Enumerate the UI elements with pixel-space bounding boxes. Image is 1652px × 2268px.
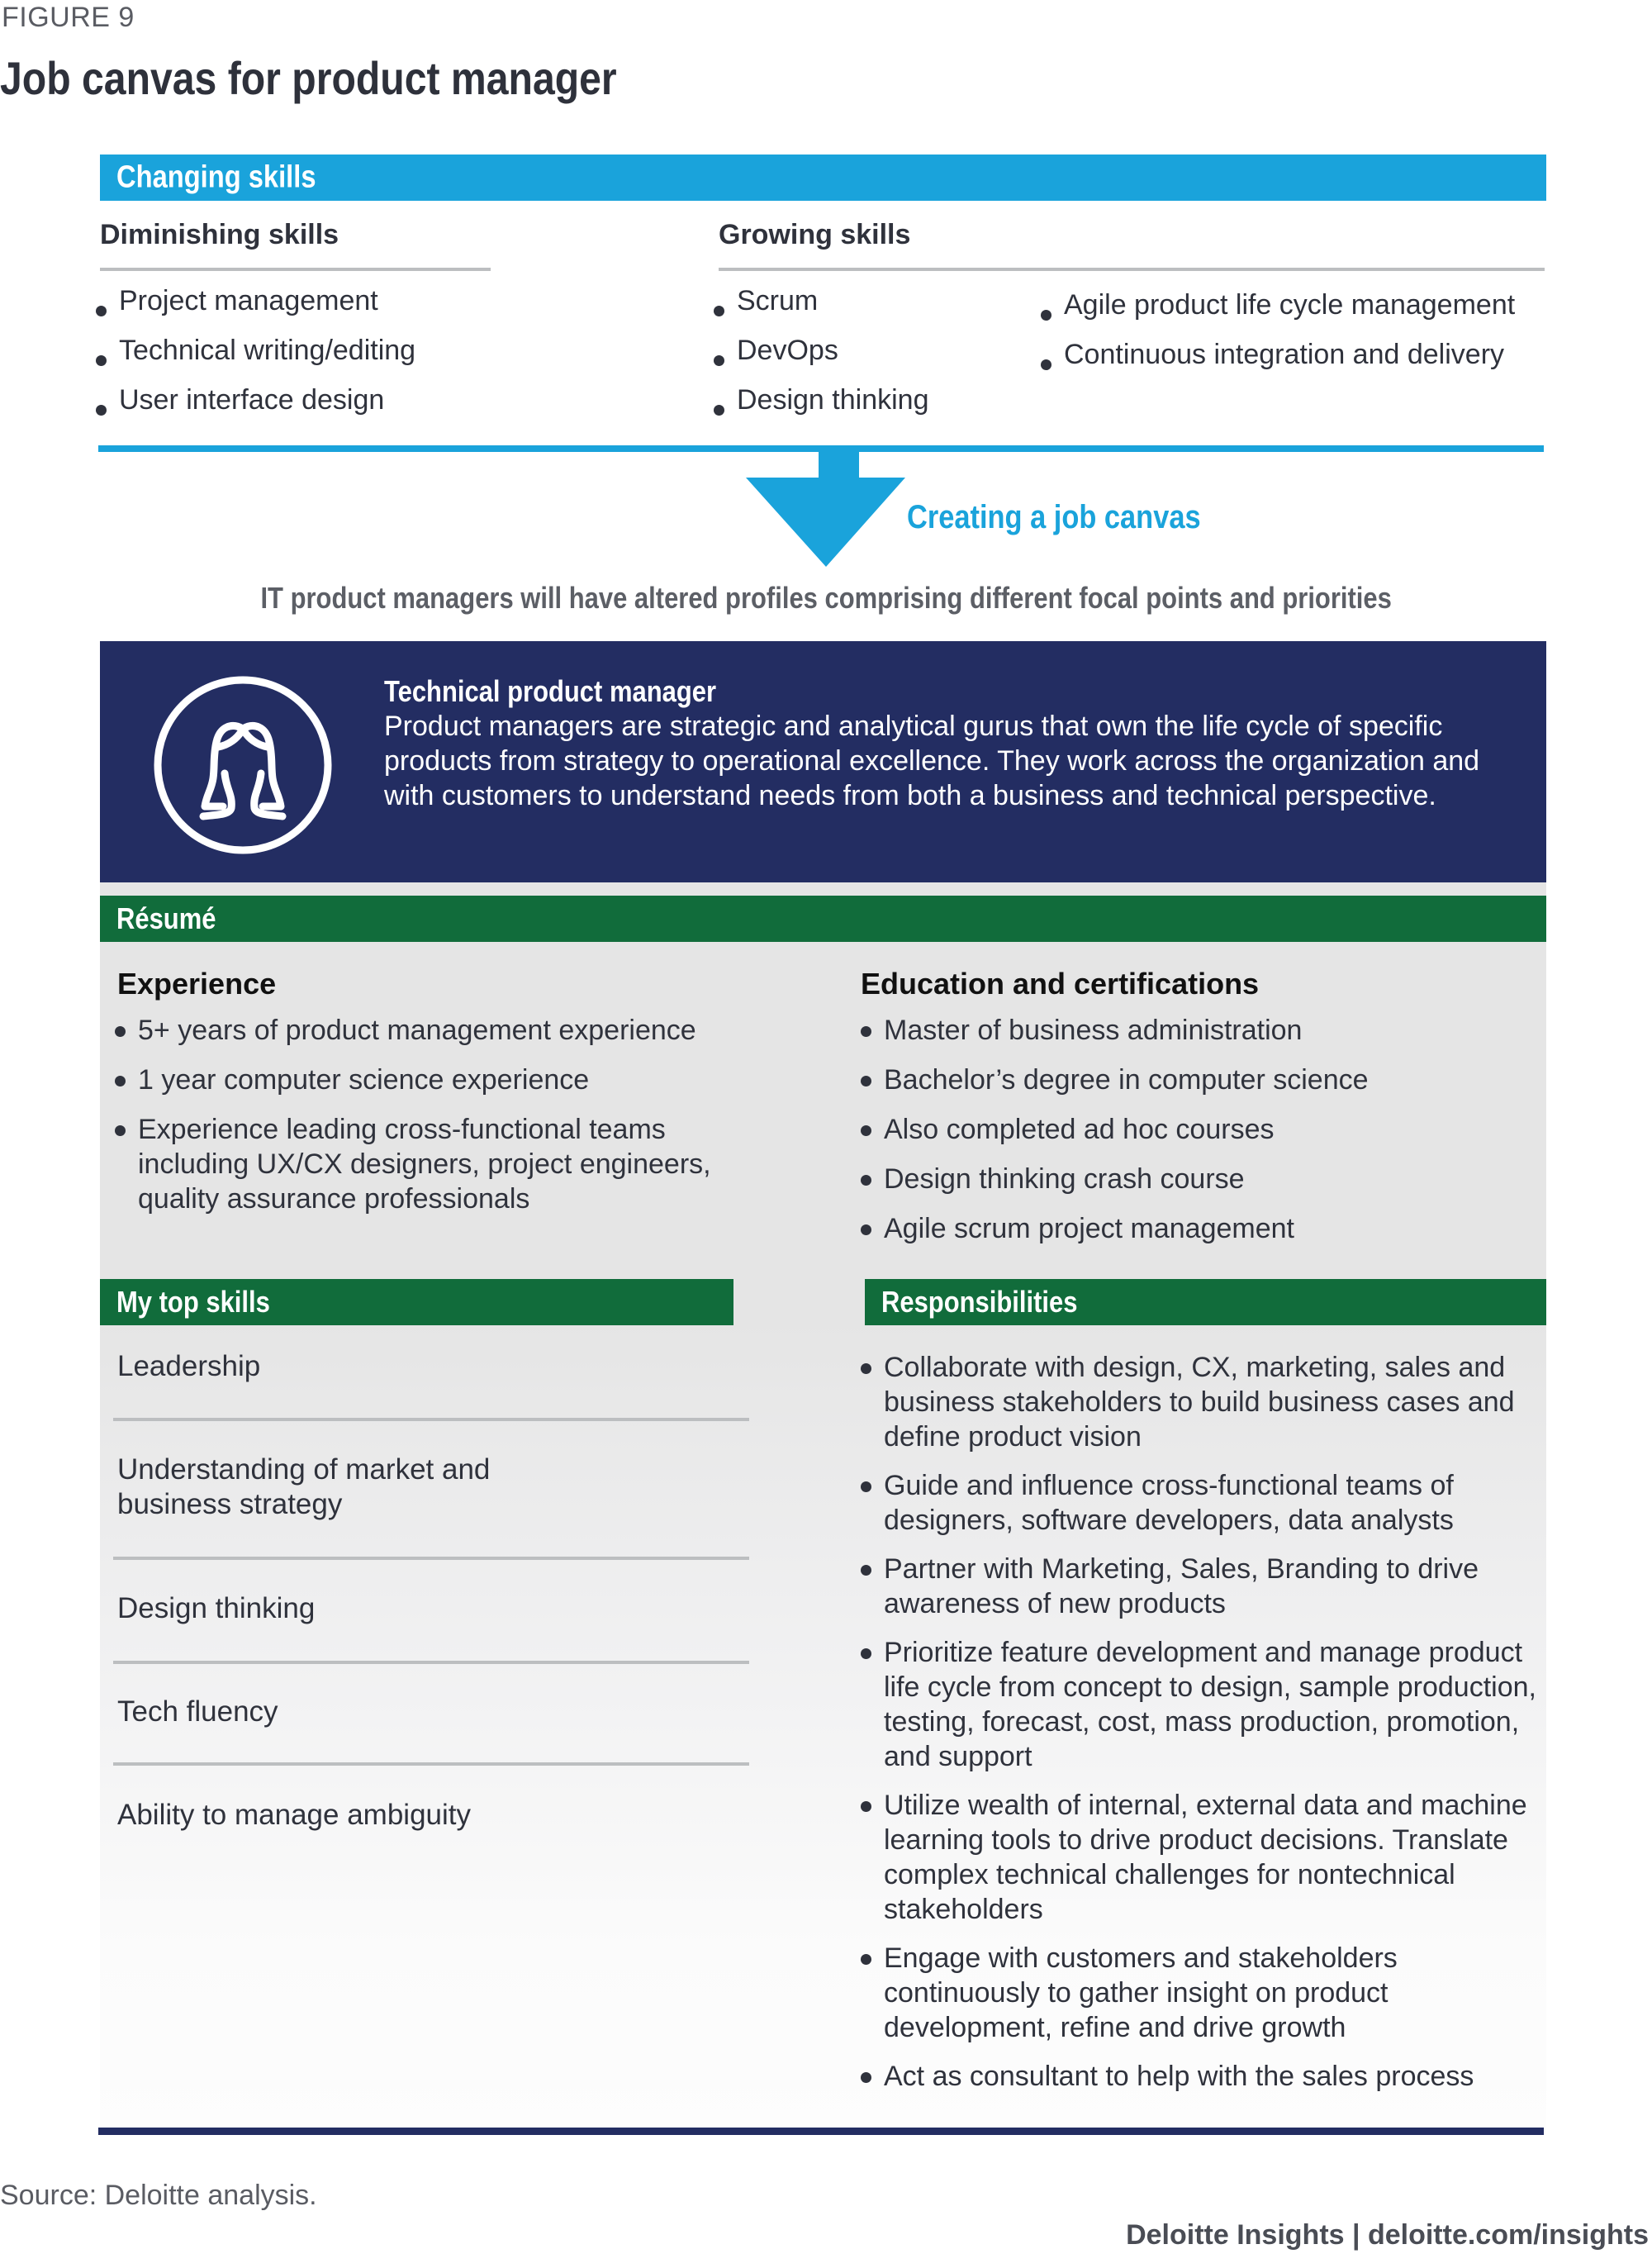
list-item: Also completed ad hoc courses [859,1112,1536,1147]
experience-list [113,1013,774,1216]
skill-item: Ability to manage ambiguity [117,1799,471,1831]
list-item: Partner with Marketing, Sales, Branding to drive awareness of new products [859,1552,1536,1621]
creating-job-canvas-label: Creating a job canvas [907,499,1201,535]
list-item: Project management [94,285,415,335]
list-item: 1 year computer science experience [113,1063,774,1097]
divider [100,268,491,271]
growing-skills-list-1 [712,285,928,434]
divider [113,1661,749,1664]
list-item: DevOps [712,335,928,384]
growing-skills-list-2 [1039,289,1515,388]
list-item: Master of business administration [859,1013,1536,1048]
list-item: Technical writing/editing [94,335,415,384]
profile-name: Technical product manager [384,674,716,708]
changing-skills-label: Changing skills [116,159,316,195]
down-arrow-icon [743,450,909,570]
list-item: Prioritize feature development and manage product life cycle from concept to design, sample production, testing, forecast, cost, mass production, promotion, and support [859,1635,1536,1774]
list-item: Engage with customers and stakeholders continuously to gather insight on product development, refine and drive growth [859,1941,1536,2045]
skill-item: Understanding of market and business strategy [117,1453,491,1520]
divider [113,1418,749,1421]
responsibilities-label: Responsibilities [881,1285,1078,1319]
experience-heading: Experience [117,967,277,1001]
list-item: Continuous integration and delivery [1039,339,1515,388]
figure-label: FIGURE 9 [2,2,135,33]
list-item: User interface design [94,384,415,434]
diminishing-skills-heading: Diminishing skills [100,219,339,250]
top-skills-header [100,1279,733,1325]
credit-link[interactable]: Deloitte Insights | deloitte.com/insights [1126,2219,1649,2251]
responsibilities-list [859,1350,1536,2094]
profile-description: Product managers are strategic and analytical gurus that own the life cycle of specific products from strategy to operational excellence. They work across the organization and with customers to understand needs from both a business and technical perspective. [384,711,1480,811]
changing-skills-header [100,155,1546,201]
list-item: Experience leading cross-functional teams including UX/CX designers, project engineers, quality assurance professionals [113,1112,774,1216]
person-icon [152,674,334,856]
list-item: Act as consultant to help with the sales process [859,2059,1536,2094]
top-skills-label: My top skills [116,1285,270,1319]
source-note: Source: Deloitte analysis. [0,2180,317,2211]
responsibilities-header [865,1279,1546,1325]
list-item: Scrum [712,285,928,335]
divider [113,1762,749,1766]
page-title: Job canvas for product manager [0,52,617,104]
profile-card [100,641,1546,882]
diminishing-skills-list [94,285,415,434]
list-item: 5+ years of product management experience [113,1013,774,1048]
subtitle-text: IT product managers will have altered profiles comprising different focal points and priorities [260,581,1392,615]
bottom-divider [98,2128,1544,2135]
list-item: Guide and influence cross-functional teams of designers, software developers, data analysts [859,1468,1536,1538]
list-item: Bachelor’s degree in computer science [859,1063,1536,1097]
divider [113,1557,749,1560]
subtitle [0,581,1652,616]
list-item: Collaborate with design, CX, marketing, sales and business stakeholders to build business cases and define product vision [859,1350,1536,1454]
list-item: Design thinking [712,384,928,434]
education-list [859,1013,1536,1246]
skill-item: Design thinking [117,1592,316,1624]
list-item: Design thinking crash course [859,1162,1536,1196]
skill-item: Tech fluency [117,1695,278,1728]
resume-header [100,896,1546,942]
resume-label: Résumé [116,901,216,935]
skill-item: Leadership [117,1350,261,1382]
list-item: Agile product life cycle management [1039,289,1515,339]
divider [719,268,1545,271]
growing-skills-heading: Growing skills [719,219,911,250]
education-heading: Education and certifications [861,967,1260,1001]
list-item: Utilize wealth of internal, external data and machine learning tools to drive product decisions. Translate complex technical challenges for nontechnical stakeholders [859,1788,1536,1927]
list-item: Agile scrum project management [859,1211,1536,1246]
